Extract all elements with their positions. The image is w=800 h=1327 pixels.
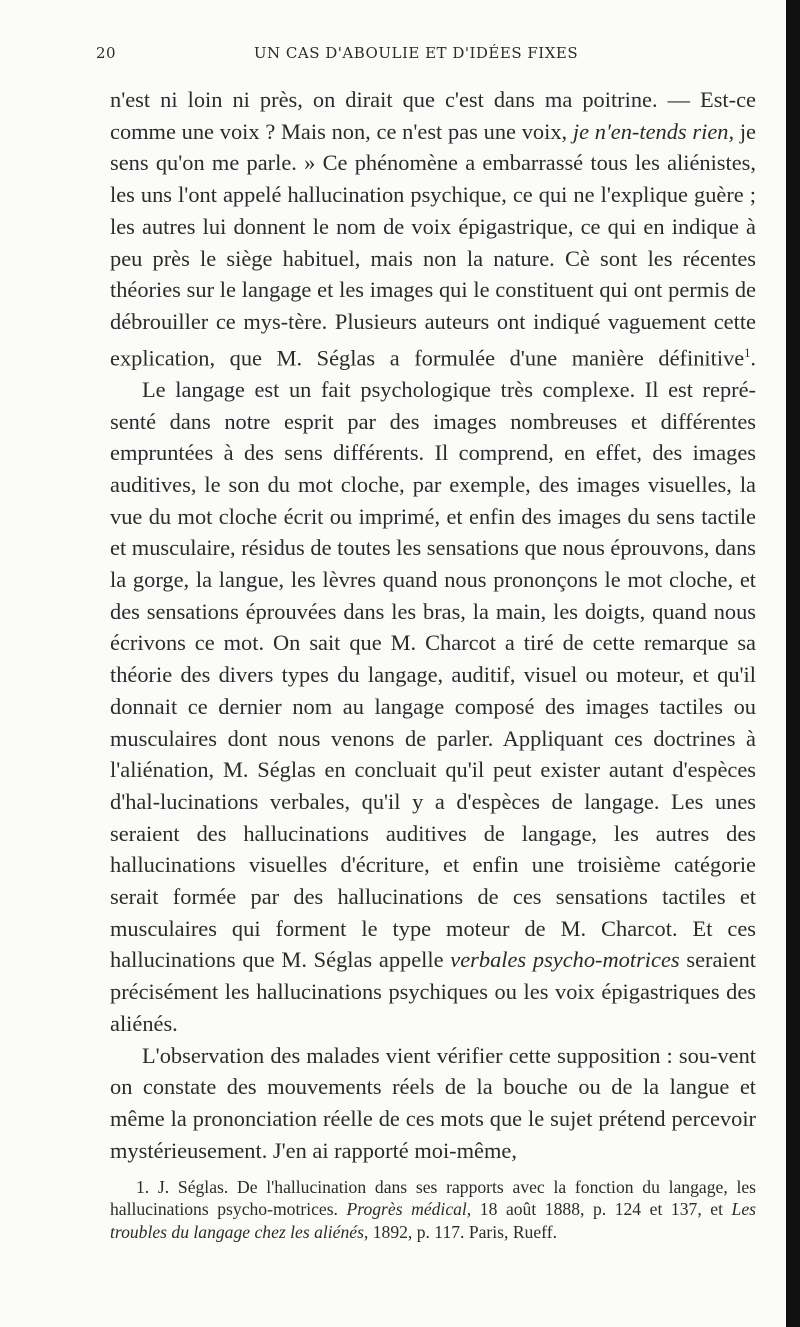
running-title: UN CAS D'ABOULIE ET D'IDÉES FIXES [253,44,579,62]
paragraph-3: L'observation des malades vient vérifier cette supposition : sou-vent on constate des mouvements réels de la bouche ou de la langue et même la prononciation réelle de ces mots que le sujet prétend percevoir mystérieusement. J'en ai rapporté moi-même, [110,1042,756,1163]
book-title: Les troubles du langage chez les aliénés, [110,1199,756,1242]
paragraph-1: n'est ni loin ni près, on dirait que c'est dans ma poitrine. — Est-ce comme une voix ? Mais non, ce n'est pas une voix, je n'en-tends rien, je sens qu'on me parle. » Ce phénomène a embarrassé tous les aliénistes, les uns l'ont appelé hallucination psychique, ce qui ne l'explique guère ; les autres lui donnent le nom de voix épigastrique, ce qui en indique à peu près le siège habituel, mais non la nature. Cè sont les récentes théories sur le langage et les images qui le constituent qui ont permis de débrouiller ce mys-tère. Plusieurs auteurs ont indiqué vaguement cette explication, que M. Séglas a formulée d'une manière définitive$^1$. [110,87,756,371]
footnote-ref: 1 [744,345,751,360]
italic-term: verbales psycho-motrices [450,947,680,973]
journal-title: Progrès médical, [346,1199,472,1220]
scan-edge [786,0,800,1327]
paragraph-2: Le langage est un fait psychologique très complexe. Il est repré-senté dans notre esprit par des images nombreuses et différentes empruntées à des sens différents. Il comprend, en effet, des images auditives, le son du mot cloche, par exemple, des images visuelles, la vue du mot cloche écrit ou imprimé, et enfin des images du sens tactile et musculaire, résidus de toutes les sensations que nous éprouvons, dans la gorge, la langue, les lèvres quand nous prononçons le mot cloche, et des sensations éprouvées dans les bras, la main, les doigts, quand nous écrivons ce mot. On sait que M. Charcot a tiré de cette remarque sa théorie des divers types du langage, auditif, visuel ou moteur, et qu'il donnait ce dernier nom au langage composé des images tactiles ou musculaires dont nous venons de parler. Appliquant ces doctrines à l'aliénation, M. Séglas en concluait qu'il peut exister autant d'espèces d'hal-lucinations verbales, qu'il y a d'espèces de langage. Les unes seraient des hallucinations auditives de langage, les autres des hallucinations visuelles d'écriture, et enfin une troisième catégorie serait formée par des hallucinations de ces sensations tactiles et musculaires qui forment le type moteur de M. Charcot. Et ces hallucinations que M. Séglas appelle verbales psycho-motrices seraient précisément les hallucinations psychiques ou les voix épigastriques des aliénés. [110,376,756,1036]
footnote: 1. J. Séglas. De l'hallucination dans ses rapports avec la fonction du langage, les hallucinations psycho-motrices. Progrès médical, 18 août 1888, p. 124 et 137, et Les troubles du langage chez les aliénés, 1892, p. 117. Paris, Rueff. [110,1177,756,1242]
page-header [96,44,736,68]
body-text [110,84,756,1166]
italic-phrase: je n'en-tends rien, [572,118,735,144]
page-number: 20 [96,44,117,62]
